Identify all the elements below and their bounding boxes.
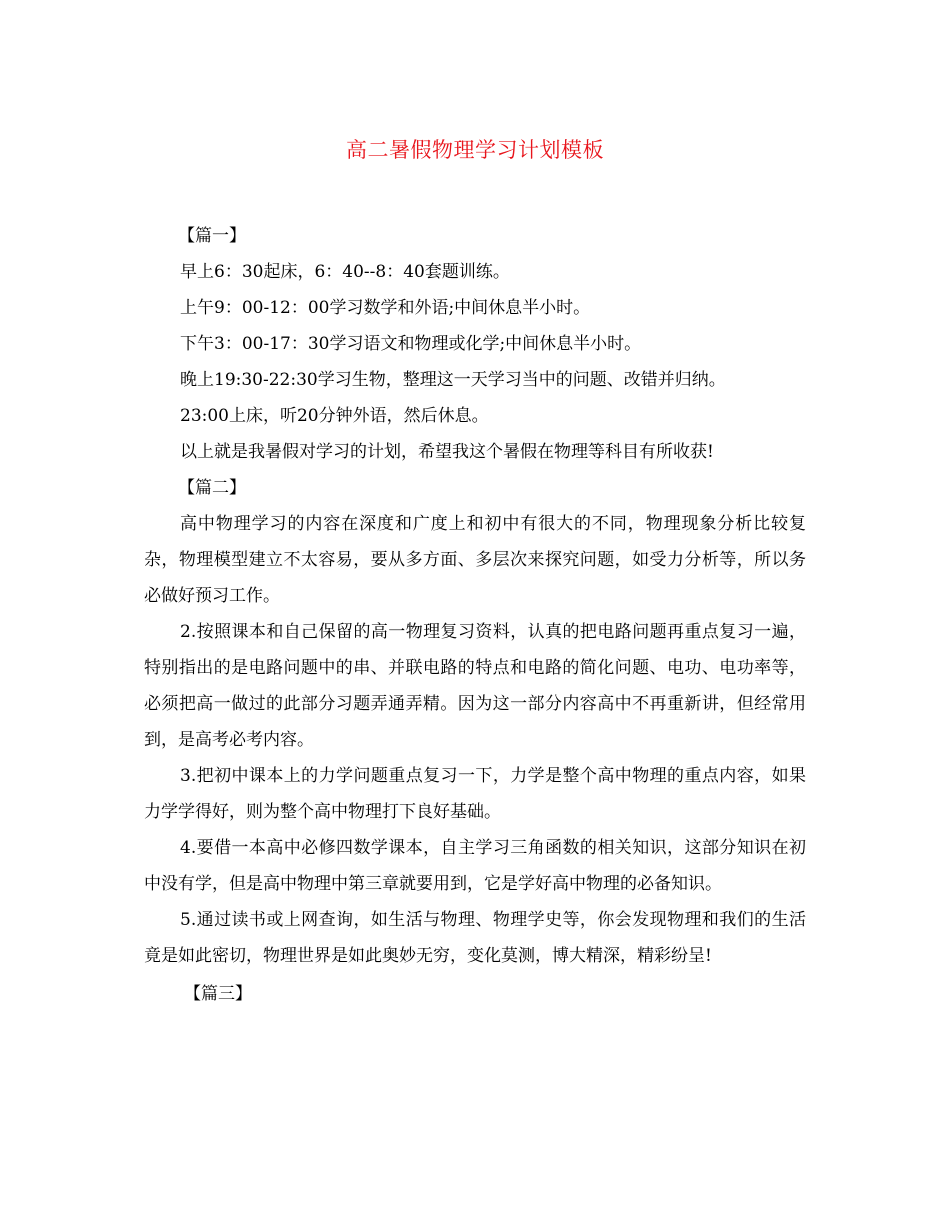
document-body bbox=[144, 218, 806, 1012]
section-2-paragraph: 4.要借一本高中必修四数学课本，自主学习三角函数的相关知识，这部分知识在初中没有学，但是高中物理中第三章就要用到，它是学好高中物理的必备知识。 bbox=[144, 838, 806, 894]
section-2-heading: 【篇二】 bbox=[178, 478, 246, 498]
section-2-paragraph: 2.按照课本和自己保留的高一物理复习资料，认真的把电路问题再重点复习一遍，特别指出的是电路问题中的串、并联电路的特点和电路的简化问题、电功、电功率等，必须把高一做过的此部分习题弄通弄精。因为这一部分内容高中不再重新讲，但经常用到，是高考必考内容。 bbox=[144, 622, 806, 750]
schedule-line-forenoon: 上午9：00-12：00学习数学和外语;中间休息半小时。 bbox=[180, 298, 591, 318]
schedule-line-night: 23:00上床，听20分钟外语，然后休息。 bbox=[180, 406, 489, 426]
section-3-heading: 【篇三】 bbox=[184, 984, 252, 1004]
section-2-paragraph: 3.把初中课本上的力学问题重点复习一下，力学是整个高中物理的重点内容，如果力学学得好，则为整个高中物理打下良好基础。 bbox=[144, 766, 806, 822]
section-2-paragraph: 5.通过读书或上网查询，如生活与物理、物理学史等，你会发现物理和我们的生活竟是如此密切，物理世界是如此奥妙无穷，变化莫测，博大精深，精彩纷呈! bbox=[144, 910, 806, 966]
schedule-summary: 以上就是我暑假对学习的计划，希望我这个暑假在物理等科目有所收获! bbox=[180, 442, 714, 462]
section-2-paragraph: 高中物理学习的内容在深度和广度上和初中有很大的不同，物理现象分析比较复杂，物理模型建立不太容易，要从多方面、多层次来探究问题，如受力分析等，所以务必做好预习工作。 bbox=[144, 514, 806, 606]
section-1-heading: 【篇一】 bbox=[178, 226, 246, 246]
schedule-line-evening: 晚上19:30-22:30学习生物，整理这一天学习当中的问题、改错并归纳。 bbox=[180, 370, 726, 390]
schedule-line-morning: 早上6：30起床，6：40--8：40套题训练。 bbox=[180, 262, 510, 282]
document-title: 高二暑假物理学习计划模板 bbox=[346, 138, 604, 162]
schedule-line-afternoon: 下午3：00-17：30学习语文和物理或化学;中间休息半小时。 bbox=[180, 334, 642, 354]
